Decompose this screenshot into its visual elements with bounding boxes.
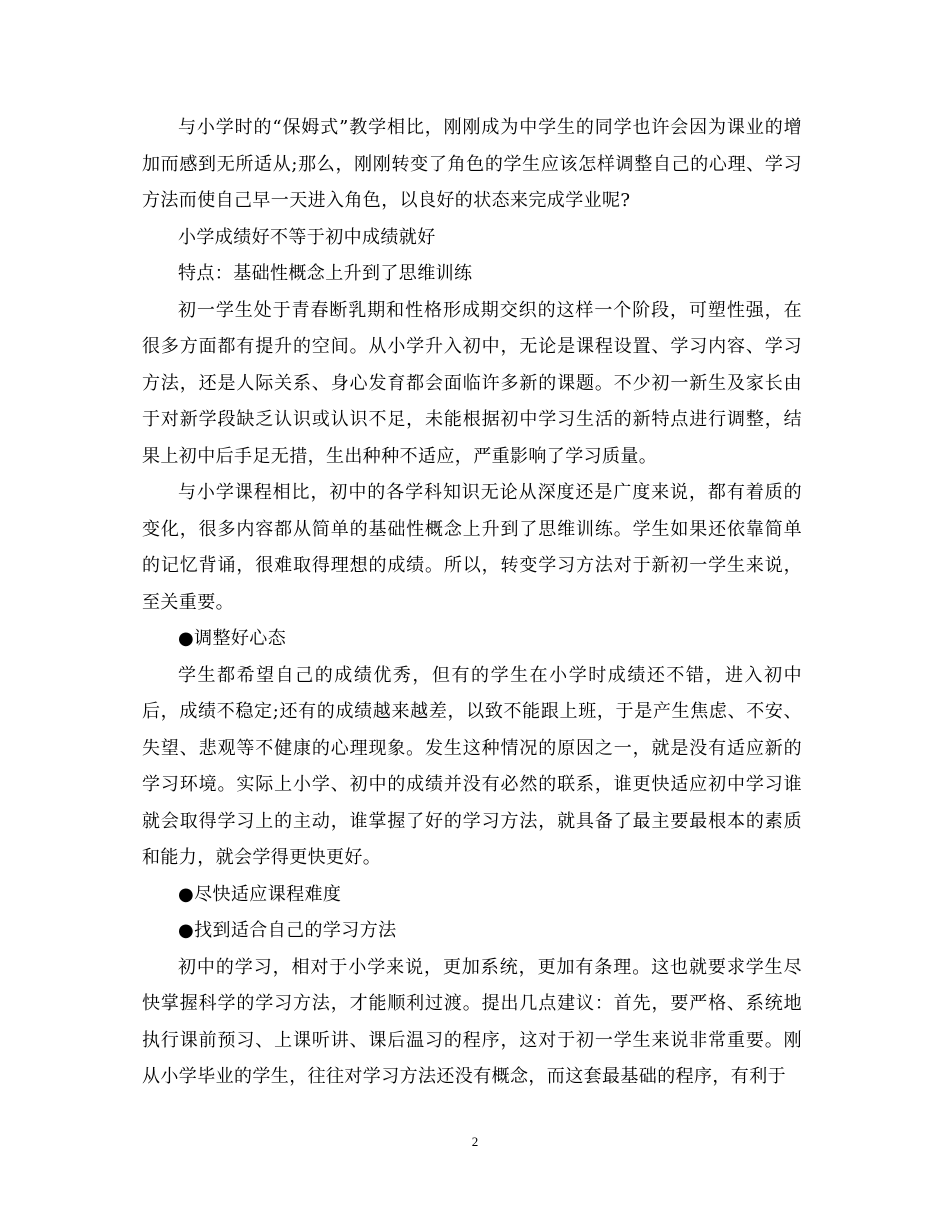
paragraph-adolescence: 初一学生处于青春断乳期和性格形成期交织的这样一个阶段，可塑性强，在很多方面都有提升的空间。从小学升入初中，无论是课程设置、学习内容、学习方法，还是人际关系、身心发育都会面临许多新的课题。不少初一新生及家长由于对新学段缺乏认识或认识不足，未能根据初中学习生活的新特点进行调整，结果上初中后手足无措，生出种种不适应，严重影响了学习质量。 xyxy=(142,299,802,467)
bullet-adjust-mindset: ●调整好心态 xyxy=(178,628,287,649)
paragraph-study-method: 初中的学习，相对于小学来说，更加系统，更加有条理。这也就要求学生尽快掌握科学的学习方法，才能顺利过渡。提出几点建议：首先，要严格、系统地执行课前预习、上课听讲、课后温习的程序，这对于初一学生来说非常重要。刚从小学毕业的学生，往往对学习方法还没有概念，而这套最基础的程序，有利于 xyxy=(142,956,802,1087)
paragraph-intro: 与小学时的“保姆式”教学相比，刚刚成为中学生的同学也许会因为课业的增加而感到无所适从;那么，刚刚转变了角色的学生应该怎样调整自己的心理、学习方法而使自己早一天进入角色，以良好的状态来完成学业呢? xyxy=(142,117,802,211)
paragraph-curriculum: 与小学课程相比，初中的各学科知识无论从深度还是广度来说，都有着质的变化，很多内容都从简单的基础性概念上升到了思维训练。学生如果还依靠简单的记忆背诵，很难取得理想的成绩。所以，转变学习方法对于新初一学生来说，至关重要。 xyxy=(142,482,802,613)
paragraph-mindset: 学生都希望自己的成绩优秀，但有的学生在小学时成绩还不错，进入初中后，成绩不稳定;还有的成绩越来越差，以致不能跟上班，于是产生焦虑、不安、失望、悲观等不健康的心理现象。发生这种情况的原因之一，就是没有适应新的学习环境。实际上小学、初中的成绩并没有必然的联系，谁更快适应初中学习谁就会取得学习上的主动，谁掌握了好的学习方法，就具备了最主要最根本的素质和能力，就会学得更快更好。 xyxy=(142,664,802,868)
page-number: 2 xyxy=(471,1134,479,1149)
paragraph-feature: 特点：基础性概念上升到了思维训练 xyxy=(178,263,473,284)
document-body xyxy=(142,110,802,1096)
bullet-find-method: ●找到适合自己的学习方法 xyxy=(178,920,397,941)
bullet-adapt-difficulty: ●尽快适应课程难度 xyxy=(178,883,342,905)
paragraph-heading-grades: 小学成绩好不等于初中成绩就好 xyxy=(178,226,436,248)
